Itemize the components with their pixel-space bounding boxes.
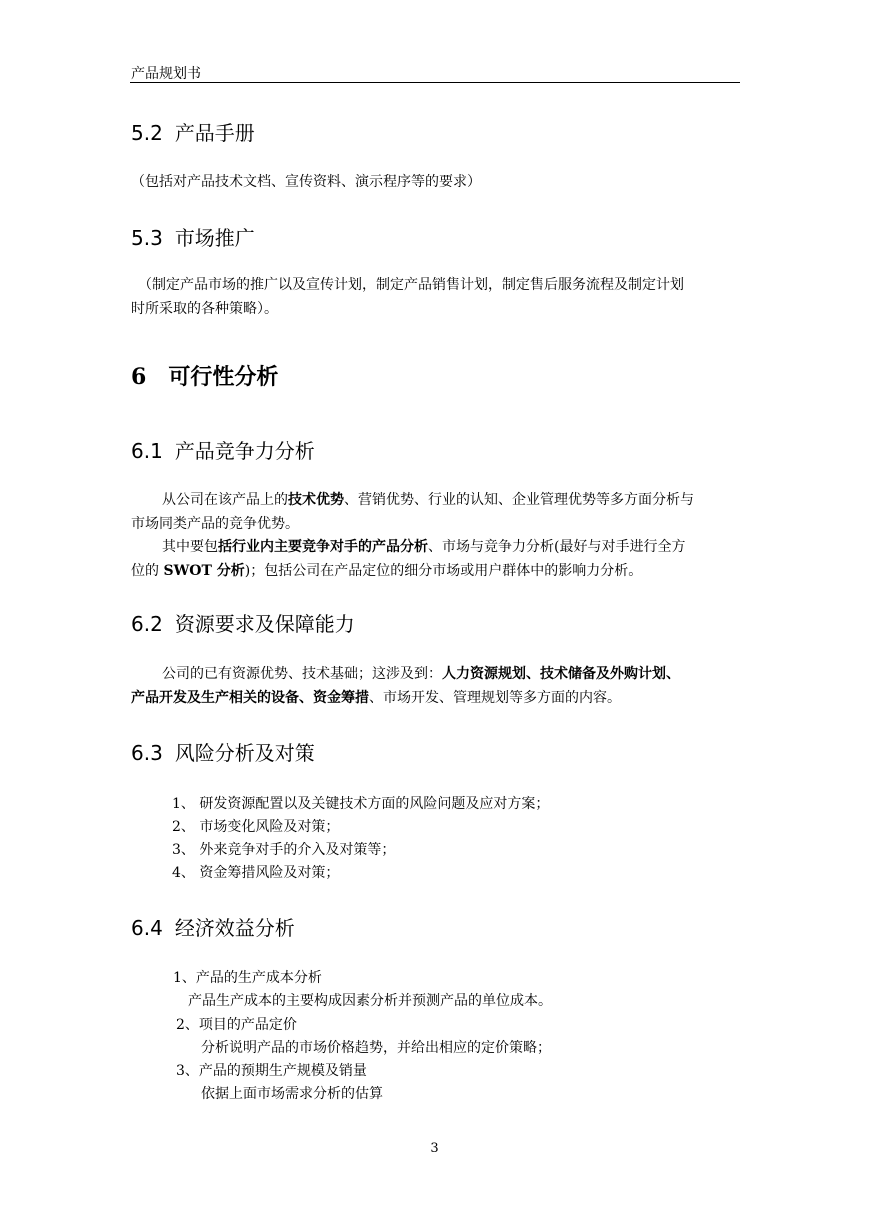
- text-run: 位的: [131, 563, 164, 579]
- heading-number: 6: [131, 364, 147, 390]
- list-item: 1、 研发资源配置以及关键技术方面的风险问题及应对方案；: [172, 796, 550, 812]
- list-item: 4、 资金筹措风险及对策；: [172, 865, 340, 881]
- bold-run: 人力资源规划、技术储备及外购计划、: [442, 666, 680, 682]
- paragraph-6-2-line2: [131, 686, 621, 710]
- paragraph-6-1-line2: 市场同类产品的竞争优势。: [131, 516, 299, 532]
- bold-run: 产品开发及生产相关的设备、资金筹措: [131, 690, 369, 706]
- paragraph-5-3-line2: 时所采取的各种策略）。: [131, 301, 278, 317]
- paragraph-6-2-line1: [162, 662, 680, 686]
- heading-5-3: [131, 222, 255, 251]
- text-run: 、市场与竞争力分析(最好与对手进行全方: [428, 539, 686, 555]
- list-item: 2、项目的产品定价: [176, 1017, 297, 1033]
- heading-5-2: [131, 117, 255, 146]
- heading-title: 资源要求及保障能力: [174, 612, 355, 636]
- text-run: 从公司在该产品上的: [162, 492, 288, 508]
- list-item-detail: 分析说明产品的市场价格趋势，并给出相应的定价策略；: [201, 1040, 551, 1056]
- heading-title: 风险分析及对策: [174, 741, 315, 765]
- paragraph-5-3-line1: （制定产品市场的推广以及宣传计划，制定产品销售计划，制定售后服务流程及制定计划: [138, 277, 684, 293]
- list-item: 2、 市场变化风险及对策；: [172, 819, 340, 835]
- text-run: 公司的已有资源优势、技术基础；这涉及到：: [162, 666, 442, 682]
- text-run: 其中要包: [162, 539, 218, 555]
- heading-number: 6.2: [131, 612, 163, 636]
- heading-number: 6.3: [131, 741, 163, 765]
- heading-6-2: [131, 608, 355, 637]
- header-rule: [130, 82, 740, 83]
- list-item: 1、产品的生产成本分析: [173, 970, 322, 986]
- bold-run: SWOT 分析: [163, 563, 245, 579]
- heading-6-3: [131, 737, 315, 766]
- paragraph-6-1-line3: [162, 535, 685, 559]
- list-item-detail: 产品生产成本的主要构成因素分析并预测产品的单位成本。: [188, 993, 552, 1009]
- list-item: 3、 外来竞争对手的介入及对策等；: [172, 842, 396, 858]
- bold-run: 括行业内主要竞争对手的产品分析: [218, 539, 428, 555]
- heading-number: 6.1: [131, 439, 163, 463]
- paragraph-6-1-line1: [162, 488, 694, 512]
- text-run: 、市场开发、管理规划等多方面的内容。: [369, 690, 621, 706]
- running-header: 产品规划书: [131, 66, 201, 82]
- heading-6: [131, 360, 278, 391]
- heading-title: 可行性分析: [168, 365, 279, 390]
- paragraph-6-1-line4: [131, 559, 642, 583]
- heading-title: 市场推广: [174, 226, 255, 250]
- heading-title: 产品手册: [174, 121, 255, 145]
- paragraph-5-2: （包括对产品技术文档、宣传资料、演示程序等的要求）: [131, 174, 481, 190]
- list-item-detail: 依据上面市场需求分析的估算: [201, 1086, 383, 1102]
- heading-title: 产品竞争力分析: [174, 439, 315, 463]
- page-number: 3: [430, 1141, 439, 1156]
- heading-number: 5.3: [131, 226, 163, 250]
- heading-number: 5.2: [131, 121, 163, 145]
- heading-number: 6.4: [131, 916, 163, 940]
- heading-title: 经济效益分析: [174, 916, 295, 940]
- heading-6-4: [131, 912, 295, 941]
- text-run: )；包括公司在产品定位的细分市场或用户群体中的影响力分析。: [244, 563, 643, 579]
- list-item: 3、产品的预期生产规模及销量: [176, 1063, 367, 1079]
- bold-run: 技术优势: [288, 492, 344, 508]
- text-run: 、营销优势、行业的认知、企业管理优势等多方面分析与: [344, 492, 694, 508]
- heading-6-1: [131, 435, 315, 464]
